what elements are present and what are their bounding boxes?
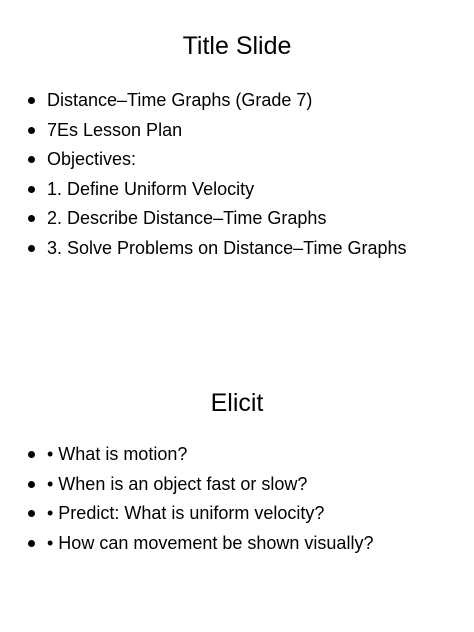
bullet-text: • How can movement be shown visually? — [47, 532, 374, 553]
bullet-text: Distance–Time Graphs (Grade 7) — [47, 90, 313, 110]
bullet-text: 3. Solve Problems on Distance–Time Graphs — [47, 237, 407, 258]
bullet-point-icon — [28, 156, 35, 163]
list-item — [28, 234, 407, 264]
slide-title: Elicit — [210, 389, 264, 417]
bullet-point-icon — [28, 215, 35, 222]
list-item — [28, 529, 373, 559]
bullet-list — [28, 440, 373, 558]
bullet-point-icon — [28, 481, 35, 488]
bullet-text: 7Es Lesson Plan — [47, 119, 183, 140]
bullet-text: • What is motion? — [47, 444, 188, 464]
bullet-text: 2. Describe Distance–Time Graphs — [47, 208, 327, 228]
slide-title: Title Slide — [182, 32, 292, 60]
list-item — [28, 470, 373, 500]
bullet-text: • When is an object fast or slow? — [47, 473, 308, 494]
bullet-point-icon — [28, 451, 35, 458]
slide-elicit — [0, 316, 474, 632]
list-item — [28, 499, 373, 529]
bullet-text: Objectives: — [47, 149, 137, 169]
bullet-point-icon — [28, 127, 35, 134]
bullet-point-icon — [28, 186, 35, 193]
bullet-point-icon — [28, 510, 35, 517]
list-item — [28, 175, 407, 205]
bullet-text: • Predict: What is uniform velocity? — [47, 503, 325, 523]
list-item — [28, 145, 407, 175]
list-item — [28, 440, 373, 470]
bullet-text: 1. Define Uniform Velocity — [47, 178, 255, 199]
list-item — [28, 116, 407, 146]
bullet-point-icon — [28, 540, 35, 547]
list-item — [28, 204, 407, 234]
list-item — [28, 86, 407, 116]
bullet-point-icon — [28, 97, 35, 104]
bullet-list — [28, 86, 407, 263]
bullet-point-icon — [28, 245, 35, 252]
